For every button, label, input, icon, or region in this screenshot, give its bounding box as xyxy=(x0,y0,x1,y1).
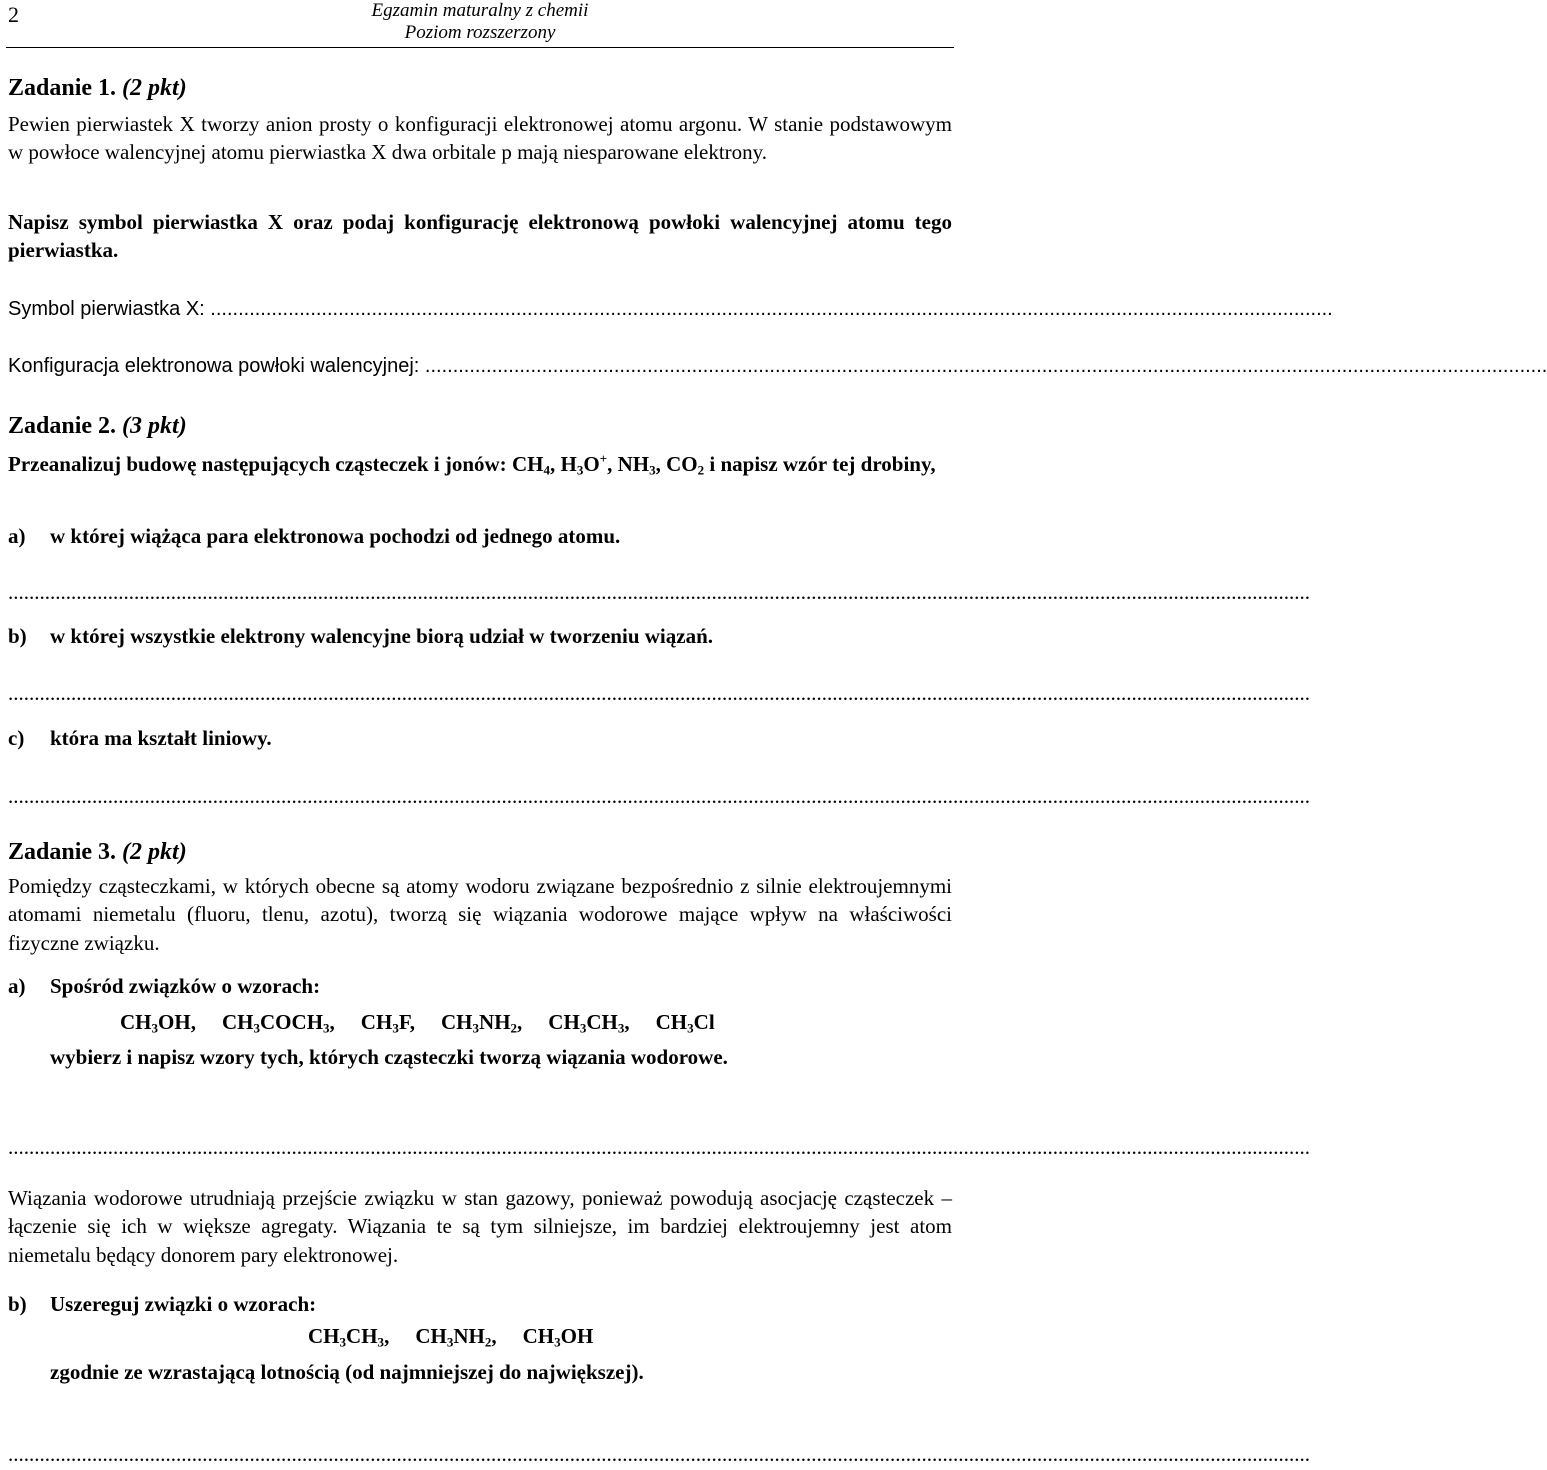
task1-config-answer[interactable]: Konfiguracja elektronowa powłoki walencyjnej: .......................................................................................................................................................................................................... xyxy=(8,355,1547,377)
task2-item-a-text: w której wiążąca para elektronowa pochodzi od jednego atomu. xyxy=(50,524,621,548)
task3-answer-b-line[interactable] xyxy=(8,1440,952,1468)
task2-instruction: Przeanalizuj budowę następujących cząsteczek i jonów: $CH_4$, $H_3O^+$, $NH_3$, $CO_2$ i napisz wzór tej drobiny, xyxy=(8,451,936,478)
task3-heading xyxy=(8,836,952,868)
chemical-formula: $CH_3OH$ xyxy=(120,1010,191,1036)
task3-title: Zadanie 3. xyxy=(8,839,117,865)
task2-item-c xyxy=(8,724,952,752)
task1-points: (2 pkt) xyxy=(122,75,187,101)
task3-b-label: b) xyxy=(8,1292,27,1316)
formula-item: $CH_3OH$, xyxy=(120,1010,196,1036)
header-rule xyxy=(6,47,954,48)
formula-item: $CH_3NH_2$, xyxy=(415,1324,497,1350)
task3-b-instruction: zgodnie ze wzrastającą lotnością (od najmniejszej do największej). xyxy=(50,1360,644,1384)
formula-item: $CH_3F$, xyxy=(360,1010,415,1036)
task1-symbol-label: Symbol pierwiastka X: xyxy=(8,298,211,320)
task3-points: (2 pkt) xyxy=(122,839,187,865)
chemical-formula: $CO_2$ xyxy=(666,452,705,478)
page-number: 2 xyxy=(8,2,19,27)
task3-intro: Pomiędzy cząsteczkami, w których obecne są atomy wodoru związane bezpośrednio z silnie elektroujemnymi atomami niemetalu (fluoru, tlenu, azotu), tworzą się wiązania wodorowe mające wpływ na właściwości fizyczne związku. xyxy=(8,874,952,955)
task1-config-label: Konfiguracja elektronowa powłoki walencyjnej: xyxy=(8,355,425,377)
task3-a-instruction: wybierz i napisz wzory tych, których cząsteczki tworzą wiązania wodorowe. xyxy=(50,1045,728,1069)
task2-item-a xyxy=(8,522,952,550)
chemical-formula: $CH_3CH_3$ xyxy=(308,1324,385,1350)
task1-heading xyxy=(8,72,952,104)
formula-item: $CH_3CH_3$, xyxy=(548,1010,630,1036)
task3-a-label: a) xyxy=(8,974,26,998)
task2-item-c-text: która ma kształt liniowy. xyxy=(50,726,272,750)
chemical-formula: $NH_3$ xyxy=(617,452,656,478)
task2-answer-c-line[interactable] xyxy=(8,782,952,810)
page-header xyxy=(0,0,960,44)
chemical-formula: $CH_3CH_3$ xyxy=(548,1010,625,1036)
formula-item: $CH_3COCH_3$, xyxy=(221,1010,335,1036)
chemical-formula: $CH_3COCH_3$ xyxy=(221,1010,330,1036)
task2-answer-b-line[interactable] xyxy=(8,679,952,707)
formula-item: $CH_3NH_2$, xyxy=(440,1010,523,1036)
task3-a-heading-text: Spośród związków o wzorach: xyxy=(50,974,321,998)
task2-points: (3 pkt) xyxy=(122,413,187,439)
formula-item xyxy=(656,1008,715,1036)
task2-item-a-label: a) xyxy=(8,524,26,548)
task3-b-formula-list xyxy=(308,1322,952,1350)
task2-item-b-label: b) xyxy=(8,624,27,648)
task1-symbol-answer[interactable]: Symbol pierwiastka X: .......................................................................................................................................................................................................... xyxy=(8,298,1333,320)
task3-b-heading xyxy=(8,1290,952,1318)
task3-answer-a-line[interactable] xyxy=(8,1133,952,1161)
chemical-formula: $CH_3Cl$ xyxy=(655,1010,715,1036)
chemical-formula: $CH_3OH$ xyxy=(522,1324,594,1350)
task3-b-heading-text: Uszereguj związki o wzorach: xyxy=(50,1292,317,1316)
task2-heading xyxy=(8,410,952,442)
task1-instruction: Napisz symbol pierwiastka X oraz podaj konfigurację elektronową powłoki walencyjnej atomu tego pierwiastka. xyxy=(8,210,952,263)
formula-item xyxy=(523,1322,594,1350)
chemical-formula: $H_3O^+$ xyxy=(560,451,608,478)
header-exam-title: Egzamin maturalny z chemii xyxy=(371,0,589,21)
task2-answer-a-line[interactable] xyxy=(8,578,952,606)
task2-item-b-text: w której wszystkie elektrony walencyjne biorą udział w tworzeniu wiązań. xyxy=(50,624,713,648)
header-level: Poziom rozszerzony xyxy=(404,22,556,43)
task2-title: Zadanie 2. xyxy=(8,413,117,439)
task3-a-heading xyxy=(8,972,952,1000)
chemical-formula: $CH_4$ xyxy=(511,452,550,478)
chemical-formula: $CH_3NH_2$ xyxy=(415,1324,492,1350)
task1-intro: Pewien pierwiastek X tworzy anion prosty o konfiguracji elektronowej atomu argonu. W stanie podstawowym w powłoce walencyjnej atomu pierwiastka X dwa orbitale p mają niesparowane elektrony. xyxy=(8,112,952,165)
chemical-formula: $CH_3NH_2$ xyxy=(440,1010,518,1036)
task2-species-list: $CH_4$, $H_3O^+$, $NH_3$, $CO_2$ xyxy=(511,451,705,478)
task3-a-formula-list xyxy=(120,1008,952,1036)
task2-item-b xyxy=(8,622,952,650)
task3-info: Wiązania wodorowe utrudniają przejście związku w stan gazowy, ponieważ powodują asocjację cząsteczek – łączenie się ich w większe agregaty. Wiązania te są tym silniejsze, im bardziej elektroujemny jest atom niemetalu będący donorem pary elektronowej. xyxy=(8,1186,952,1267)
formula-item: $CH_3CH_3$, xyxy=(308,1324,390,1350)
task2-item-c-label: c) xyxy=(8,726,25,750)
chemical-formula: $CH_3F$ xyxy=(360,1010,410,1036)
task1-title: Zadanie 1. xyxy=(8,75,117,101)
